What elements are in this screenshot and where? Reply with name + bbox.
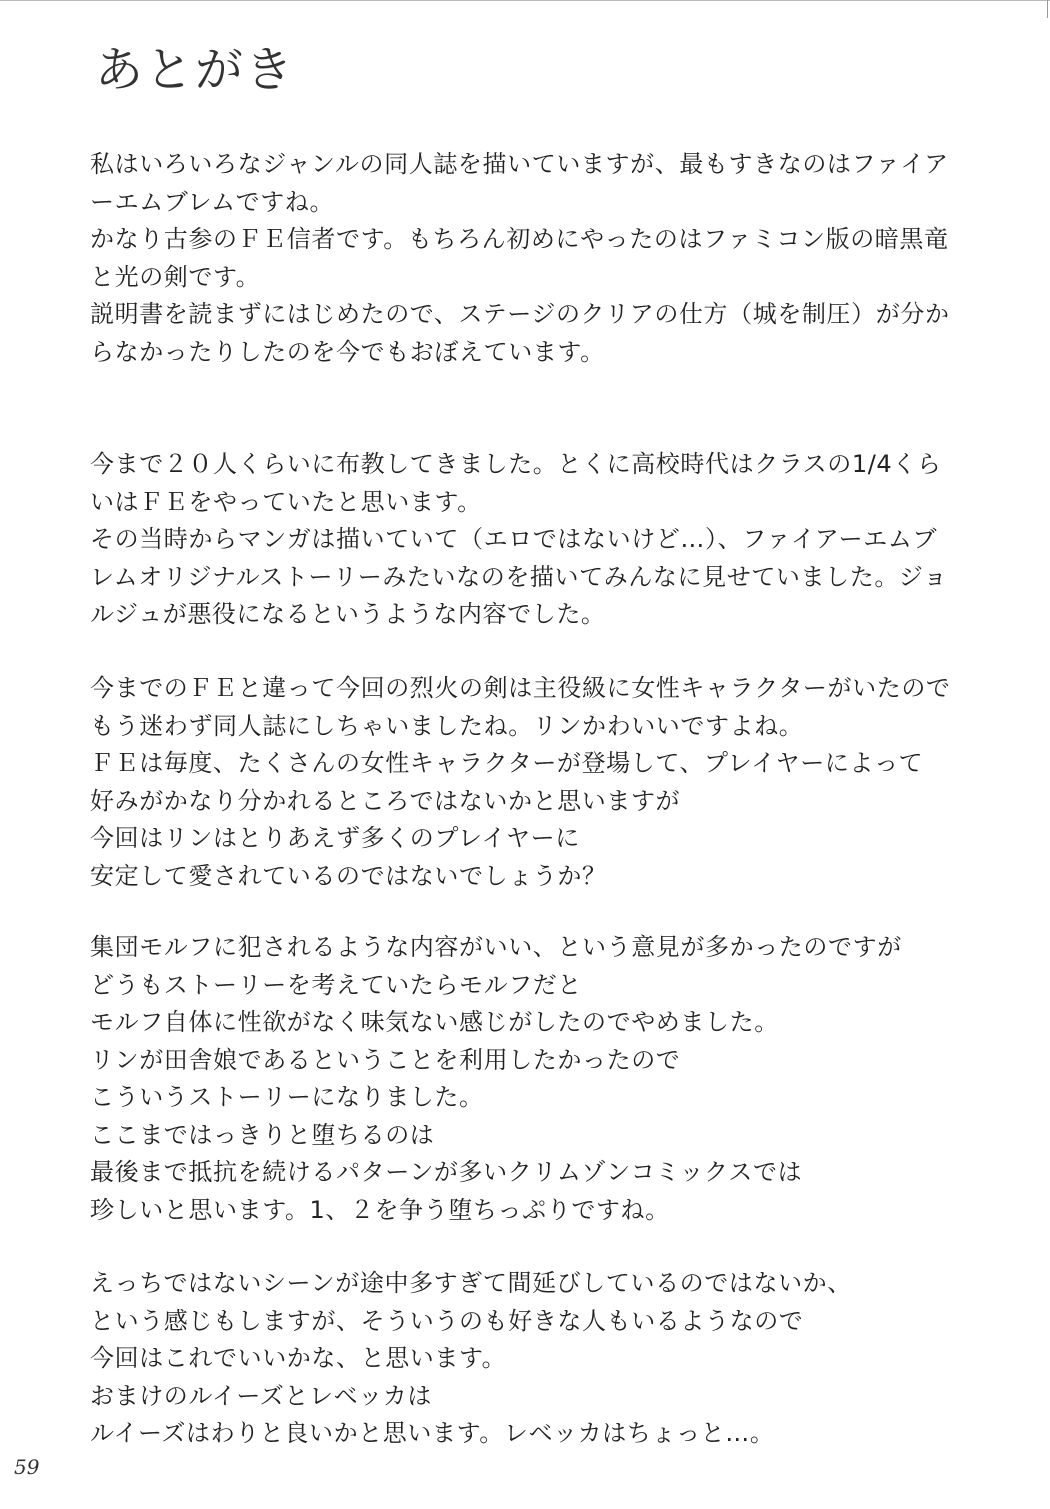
text-line: どうもストーリーを考えていたらモルフだと xyxy=(90,970,582,999)
text-line: と光の剣です。 xyxy=(90,262,261,291)
text-line: ルイーズはわりと良いかと思います。レベッカはちょっと…。 xyxy=(90,1419,775,1447)
text-line: モルフ自体に性欲がなく味気ない感じがしたのでやめました。 xyxy=(90,1008,779,1036)
top-border-line xyxy=(0,0,1050,1)
text-line: 最後まで抵抗を続けるパターンが多いクリムゾンコミックスでは xyxy=(90,1158,803,1186)
text-line: 今までのＦＥと違って今回の烈火の剣は主役級に女性キャラクターがいたので xyxy=(90,674,951,702)
text-line: 説明書を読まずにはじめたので、ステージのクリアの仕方（城を制圧）が分か xyxy=(90,300,950,328)
text-line: 集団モルフに犯されるような内容がいい、という意見が多かったのですが xyxy=(90,933,902,961)
text-line: という感じもしますが、そういうのも好きな人もいるようなので xyxy=(90,1306,804,1335)
text-line: いはＦＥをやっていたと思います。 xyxy=(90,487,482,516)
text-line: 安定して愛されているのではないでしょうか？ xyxy=(90,861,607,890)
text-line: かなり古参のＦＥ信者です。もちろん初めにやったのはファミコン版の暗黒竜 xyxy=(90,225,949,253)
text-line: えっちではないシーンが途中多すぎて間延びしているのではないか、 xyxy=(90,1269,852,1297)
text-line: こういうストーリーになりました。 xyxy=(90,1083,484,1111)
text-line: もう迷わず同人誌にしちゃいましたね。リンかわいいですよね。 xyxy=(90,711,804,740)
text-line: 珍しいと思います。1、２を争う堕ちっぷりですね。 xyxy=(90,1195,670,1224)
paragraph-2 xyxy=(90,446,1010,634)
text-line: 今回はこれでいいかな、と思います。 xyxy=(90,1344,507,1372)
text-line: ルジュが悪役になるというような内容でした。 xyxy=(90,600,606,628)
paragraph-1 xyxy=(90,146,1010,371)
text-line: リンが田舎娘であるということを利用したかったので xyxy=(90,1045,681,1074)
paragraph-4 xyxy=(90,929,1010,1229)
text-line: 私はいろいろなジャンルの同人誌を描いていますが、最もすきなのはファイア xyxy=(90,150,949,178)
page-title: あとがき xyxy=(95,42,296,98)
text-line: 今まで２０人くらいに布教してきました。とくに高校時代はクラスの1/4くら xyxy=(90,450,942,478)
text-line: らなかったりしたのを今でもおぼえています。 xyxy=(90,337,605,366)
text-line: ＦＥは毎度、たくさんの女性キャラクターが登場して、プレイヤーによって xyxy=(90,749,924,777)
text-line: ーエムブレムですね。 xyxy=(90,187,335,216)
text-line: 今回はリンはとりあえず多くのプレイヤーに xyxy=(90,824,580,852)
page-number: 59 xyxy=(14,1455,40,1479)
text-line: おまけのルイーズとレベッカは xyxy=(90,1381,432,1410)
text-line: その当時からマンガは描いていて（エロではないけど…）、ファイアーエムブ xyxy=(90,525,938,553)
paragraph-5 xyxy=(90,1265,1010,1453)
text-line: レムオリジナルストーリーみたいなのを描いてみんなに見せていました。ジョ xyxy=(90,562,948,591)
corner-mark xyxy=(1047,0,1048,18)
text-line: 好みがかなり分かれるところではないかと思いますが xyxy=(90,786,681,815)
paragraph-3 xyxy=(90,670,1010,895)
text-line: ここまではっきりと堕ちるのは xyxy=(90,1120,435,1149)
